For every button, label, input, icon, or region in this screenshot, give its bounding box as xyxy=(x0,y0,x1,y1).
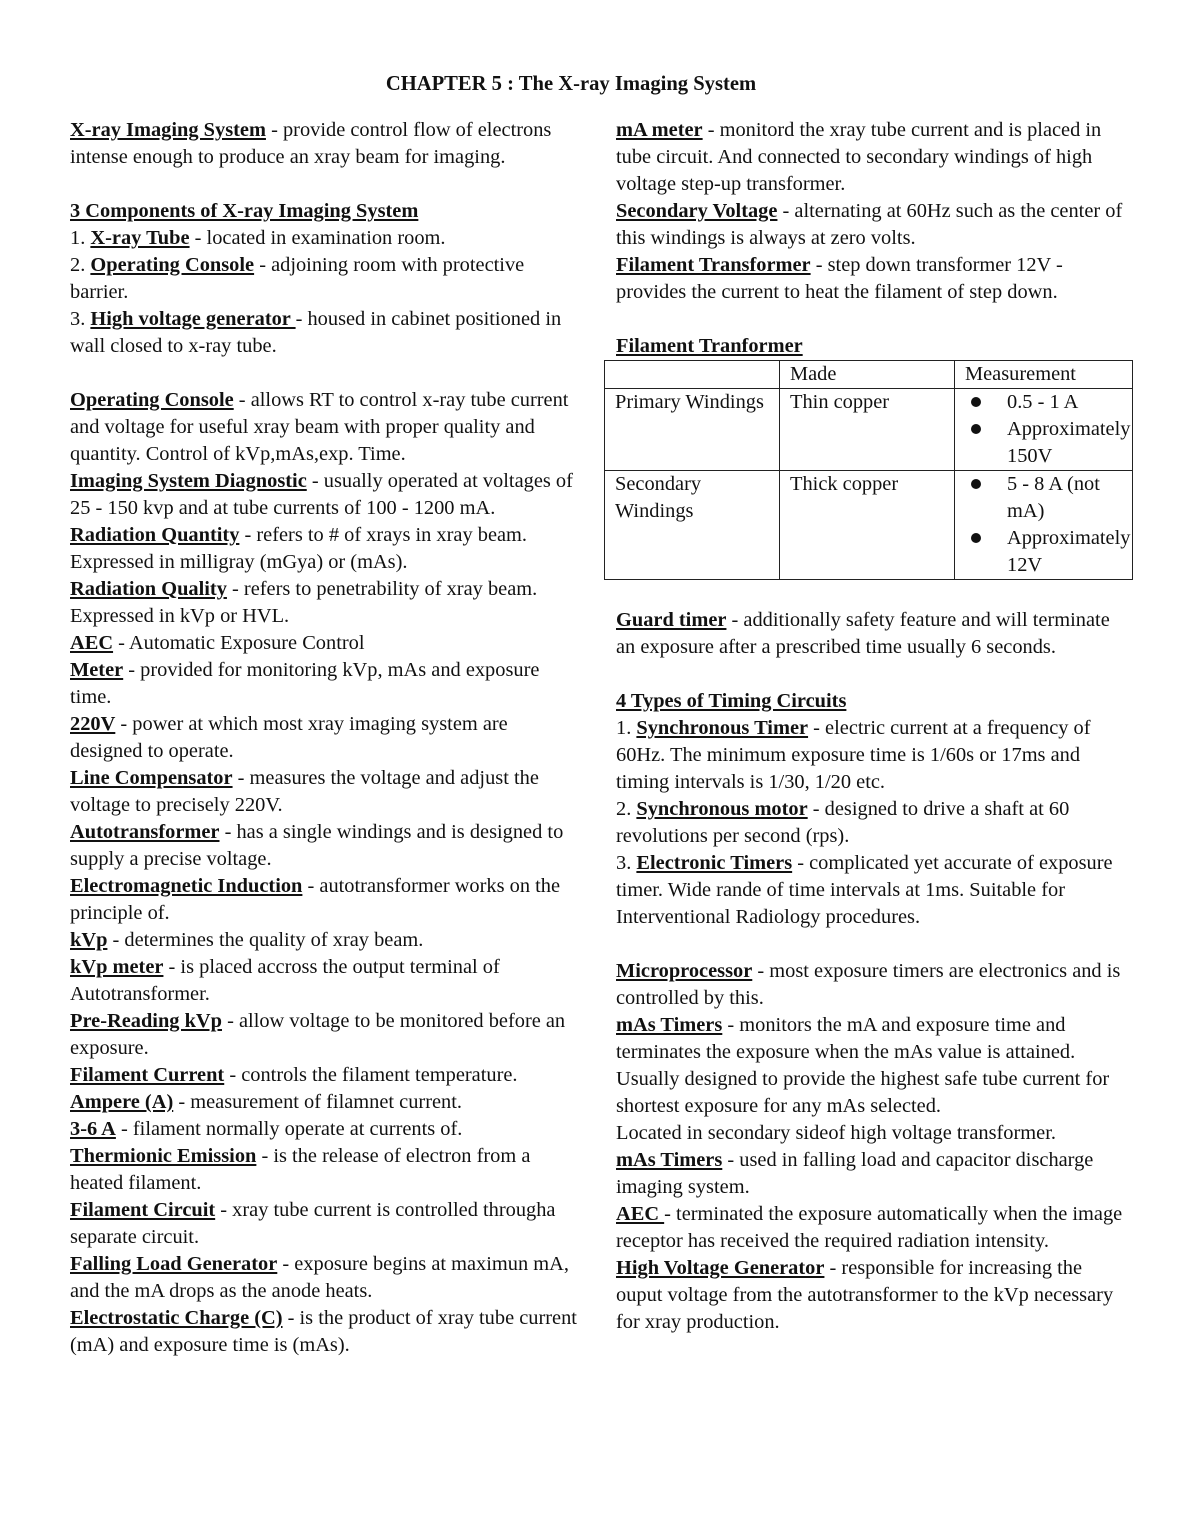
term: kVp meter xyxy=(70,956,164,978)
filament-transformer-table xyxy=(604,360,1133,580)
definition-entry xyxy=(70,1062,580,1089)
definition-text: - allows RT to control x-ray tube current and voltage for useful xray beam with proper quality and quantity. Control of kVp,mAs,exp. Time. xyxy=(70,389,569,465)
definition-text: - filament normally operate at currents of. xyxy=(115,1118,463,1140)
section-heading xyxy=(70,198,580,225)
term: Electromagnetic Induction xyxy=(70,875,303,897)
definition-text: - used in falling load and capacitor discharge imaging system. xyxy=(616,1149,1094,1198)
term: Falling Load Generator xyxy=(70,1253,278,1275)
definition-text: - complicated yet accurate of exposure timer. Wide rande of time intervals at 1ms. Suitable for Interventional Radiology procedures. xyxy=(616,852,1113,928)
definition-entry xyxy=(616,252,1132,306)
definition-entry xyxy=(70,927,580,954)
list-number: 1. xyxy=(616,717,637,739)
definition-text: - determines the quality of xray beam. xyxy=(107,929,424,951)
list-number: 3. xyxy=(616,852,637,874)
term: Ampere (A) xyxy=(70,1091,174,1113)
list-number: 2. xyxy=(70,254,91,276)
paragraph-spacer xyxy=(616,931,1132,958)
definition-text: - responsible for increasing the ouput voltage from the autotransformer to the kVp necessary for xray production. xyxy=(616,1257,1114,1333)
chapter-title: CHAPTER 5 : The X-ray Imaging System xyxy=(385,73,757,95)
term: Filament Circuit xyxy=(70,1199,216,1221)
term: Meter xyxy=(70,659,124,681)
definition-text: - electric current at a frequency of 60Hz. The minimum exposure time is 1/60s or 17ms and timing intervals is 1/30, 1/20 etc. xyxy=(616,717,1091,793)
definition-text: - exposure begins at maximun mA, and the mA drops as the anode heats. xyxy=(70,1253,569,1302)
definition-text: - located in examination room. xyxy=(189,227,446,249)
definition-entry xyxy=(616,198,1132,252)
table-row-made: Thin copper xyxy=(780,389,955,471)
definition-text: - step down transformer 12V - provides the current to heat the filament of step down. xyxy=(616,254,1063,303)
term: Autotransformer xyxy=(70,821,220,843)
right-top-entries xyxy=(616,117,1132,360)
term: Radiation Quantity xyxy=(70,524,240,546)
definition-entry xyxy=(616,607,1132,661)
term: 220V xyxy=(70,713,116,735)
definition-entry xyxy=(70,630,580,657)
term: Secondary Voltage xyxy=(616,200,778,222)
definition-text: - alternating at 60Hz such as the center of this windings is always at zero volts. xyxy=(616,200,1123,249)
term: Thermionic Emission xyxy=(70,1145,257,1167)
definition-entry xyxy=(616,796,1132,850)
term: X-ray Tube xyxy=(90,227,190,249)
definition-text: - refers to penetrability of xray beam. Expressed in kVp or HVL. xyxy=(70,578,538,627)
section-heading-text: Filament Tranformer xyxy=(616,335,803,357)
term: Line Compensator xyxy=(70,767,233,789)
section-heading xyxy=(616,333,1132,360)
term: mAs Timers xyxy=(616,1014,723,1036)
definition-text: - xray tube current is controlled througha separate circuit. xyxy=(70,1199,556,1248)
definition-text: Usually designed to provide the highest safe tube current for shortest exposure for any mAs selected. xyxy=(616,1068,1110,1117)
table-row-label: Secondary Windings xyxy=(605,471,780,580)
definition-entry xyxy=(70,1197,580,1251)
definition-entry xyxy=(616,850,1132,931)
paragraph-spacer xyxy=(616,661,1132,688)
definition-entry xyxy=(70,252,580,306)
paragraph-spacer xyxy=(70,171,580,198)
section-heading-text: 3 Components of X-ray Imaging System xyxy=(70,200,419,222)
term: Electrostatic Charge (C) xyxy=(70,1307,283,1329)
definition-text: - monitord the xray tube current and is placed in tube circuit. And connected to secondary windings of high voltage step-up transformer. xyxy=(616,119,1102,195)
measurement-bullet-item: 0.5 - 1 A xyxy=(965,389,1124,416)
list-number: 3. xyxy=(70,308,91,330)
term: Electronic Timers xyxy=(636,852,793,874)
definition-text: - measurement of filamnet current. xyxy=(173,1091,462,1113)
right-column xyxy=(616,117,1132,1336)
definition-entry xyxy=(70,765,580,819)
term: mAs Timers xyxy=(616,1149,723,1171)
section-heading xyxy=(616,688,1132,715)
term: X-ray Imaging System xyxy=(70,119,266,141)
measurement-bullet-item: Approximately 12V xyxy=(965,525,1124,579)
definition-entry xyxy=(616,958,1132,1012)
term: Radiation Quality xyxy=(70,578,227,600)
term: Operating Console xyxy=(90,254,255,276)
table-row xyxy=(605,471,1133,580)
measurement-bullet-item: Approximately 150V xyxy=(965,416,1124,470)
definition-entry xyxy=(616,1012,1132,1066)
term: AEC xyxy=(70,632,114,654)
definition-entry xyxy=(70,873,580,927)
definition-entry xyxy=(616,117,1132,198)
definition-entry xyxy=(70,1305,580,1359)
definition-text: - measures the voltage and adjust the voltage to precisely 220V. xyxy=(70,767,539,816)
definition-text: - controls the filament temperature. xyxy=(224,1064,518,1086)
definition-entry xyxy=(70,657,580,711)
definition-entry xyxy=(70,468,580,522)
table-row-measurement xyxy=(955,471,1133,580)
definition-text: - is the release of electron from a heated filament. xyxy=(70,1145,531,1194)
definition-text: - Automatic Exposure Control xyxy=(113,632,365,654)
table-header-cell xyxy=(605,361,780,389)
definition-entry xyxy=(616,1201,1132,1255)
definition-text: - has a single windings and is designed to supply a precise voltage. xyxy=(70,821,564,870)
term: kVp xyxy=(70,929,108,951)
definition-text: - terminated the exposure automatically when the image receptor has received the required radiation intensity. xyxy=(616,1203,1123,1252)
section-heading-text: 4 Types of Timing Circuits xyxy=(616,690,847,712)
definition-entry xyxy=(70,1251,580,1305)
definition-entry xyxy=(70,1143,580,1197)
definition-entry xyxy=(616,715,1132,796)
term: High voltage generator xyxy=(90,308,296,330)
definition-text: - most exposure timers are electronics and is controlled by this. xyxy=(616,960,1121,1009)
left-column xyxy=(70,117,580,1359)
definition-text: - housed in cabinet positioned in wall closed to x-ray tube. xyxy=(70,308,562,357)
right-bottom-entries xyxy=(616,580,1132,1336)
definition-entry xyxy=(70,117,580,171)
table-row xyxy=(605,389,1133,471)
definition-entry xyxy=(616,1120,1132,1147)
table-row-made: Thick copper xyxy=(780,471,955,580)
definition-entry xyxy=(70,576,580,630)
definition-entry xyxy=(70,1089,580,1116)
table-header-row xyxy=(605,361,1133,389)
table-row-label: Primary Windings xyxy=(605,389,780,471)
definition-entry xyxy=(70,1116,580,1143)
list-number: 1. xyxy=(70,227,91,249)
term: AEC xyxy=(616,1203,665,1225)
definition-text: - is placed accross the output terminal of Autotransformer. xyxy=(70,956,500,1005)
term: Synchronous Timer xyxy=(636,717,809,739)
definition-entry xyxy=(616,1066,1132,1120)
definition-entry xyxy=(70,225,580,252)
term: 3-6 A xyxy=(70,1118,116,1140)
measurement-bullet-item: 5 - 8 A (not mA) xyxy=(965,471,1124,525)
definition-text: Located in secondary sideof high voltage transformer. xyxy=(616,1122,1056,1144)
term: Guard timer xyxy=(616,609,727,631)
definition-entry xyxy=(70,711,580,765)
definition-entry xyxy=(70,954,580,1008)
paragraph-spacer xyxy=(616,580,1132,607)
term: Filament Transformer xyxy=(616,254,811,276)
definition-text: - designed to drive a shaft at 60 revolutions per second (rps). xyxy=(616,798,1070,847)
term: Operating Console xyxy=(70,389,234,411)
definition-text: - adjoining room with protective barrier. xyxy=(70,254,525,303)
table-row-measurement xyxy=(955,389,1133,471)
definition-text: - provided for monitoring kVp, mAs and exposure time. xyxy=(70,659,540,708)
table-header-cell: Made xyxy=(780,361,955,389)
list-number: 2. xyxy=(616,798,637,820)
definition-entry xyxy=(70,522,580,576)
definition-text: - additionally safety feature and will terminate an exposure after a prescribed time usually 6 seconds. xyxy=(616,609,1110,658)
definition-entry xyxy=(70,387,580,468)
term: Synchronous motor xyxy=(636,798,808,820)
paragraph-spacer xyxy=(70,360,580,387)
term: Microprocessor xyxy=(616,960,753,982)
term: mA meter xyxy=(616,119,703,141)
definition-text: - is the product of xray tube current (mA) and exposure time is (mAs). xyxy=(70,1307,577,1356)
left-entries xyxy=(70,117,580,1359)
definition-entry xyxy=(70,819,580,873)
definition-entry xyxy=(616,1255,1132,1336)
definition-entry xyxy=(616,1147,1132,1201)
definition-text: - power at which most xray imaging system are designed to operate. xyxy=(70,713,508,762)
definition-text: - allow voltage to be monitored before an exposure. xyxy=(70,1010,566,1059)
definition-entry xyxy=(70,306,580,360)
definition-text: - monitors the mA and exposure time and terminates the exposure when the mAs value is attained. xyxy=(616,1014,1076,1063)
definition-entry xyxy=(70,1008,580,1062)
definition-text: - autotransformer works on the principle of. xyxy=(70,875,561,924)
term: High Voltage Generator xyxy=(616,1257,825,1279)
term: Pre-Reading kVp xyxy=(70,1010,222,1032)
term: Filament Current xyxy=(70,1064,225,1086)
definition-text: - refers to # of xrays in xray beam. Expressed in milligray (mGya) or (mAs). xyxy=(70,524,528,573)
definition-text: - provide control flow of electrons intense enough to produce an xray beam for imaging. xyxy=(70,119,552,168)
paragraph-spacer xyxy=(616,306,1132,333)
term: Imaging System Diagnostic xyxy=(70,470,307,492)
definition-text: - usually operated at voltages of 25 - 150 kvp and at tube currents of 100 - 1200 mA. xyxy=(70,470,573,519)
table-header-cell: Measurement xyxy=(955,361,1133,389)
